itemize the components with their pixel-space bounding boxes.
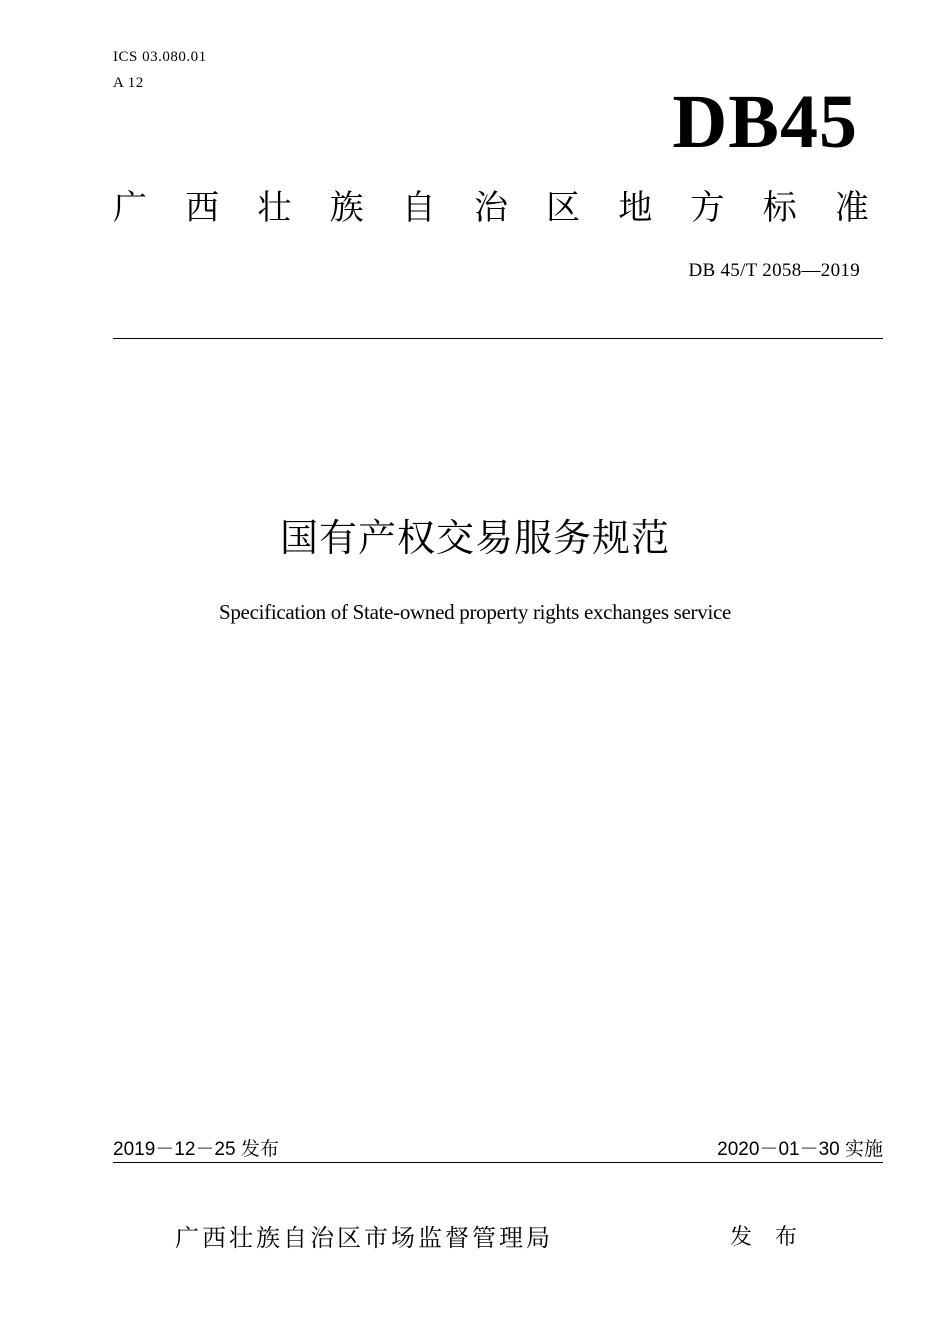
classification-code: A 12 (113, 75, 144, 91)
effective-date: 2020－01－30 实施 (717, 1139, 883, 1160)
standard-type-title (113, 186, 869, 230)
document-title-chinese: 国有产权交易服务规范 (279, 516, 670, 560)
standard-type-char: 广 (113, 188, 147, 228)
db45-logo: DB45 (672, 80, 858, 164)
header-divider (113, 338, 883, 339)
footer-divider (113, 1162, 883, 1163)
standard-type-char: 西 (185, 188, 220, 228)
publisher-name: 广西壮族自治区市场监督管理局 (175, 1224, 553, 1252)
standard-type-char: 标 (762, 188, 797, 228)
standard-number: DB 45/T 2058—2019 (688, 260, 860, 281)
document-title-english: Specification of State-owned property rights exchanges service (218, 600, 732, 624)
standard-type-char: 方 (690, 188, 725, 228)
issue-date: 2019－12－25 发布 (113, 1139, 279, 1160)
publish-label: 发 布 (730, 1225, 805, 1250)
standard-type-char: 治 (473, 188, 508, 228)
standard-type-char: 区 (546, 188, 581, 228)
standard-type-char: 地 (618, 188, 653, 228)
standard-type-char: 准 (834, 188, 869, 228)
standard-type-char: 壮 (257, 188, 292, 228)
standard-type-char: 族 (329, 188, 364, 228)
ics-code: ICS 03.080.01 (113, 49, 207, 65)
standard-type-char: 自 (401, 188, 436, 228)
